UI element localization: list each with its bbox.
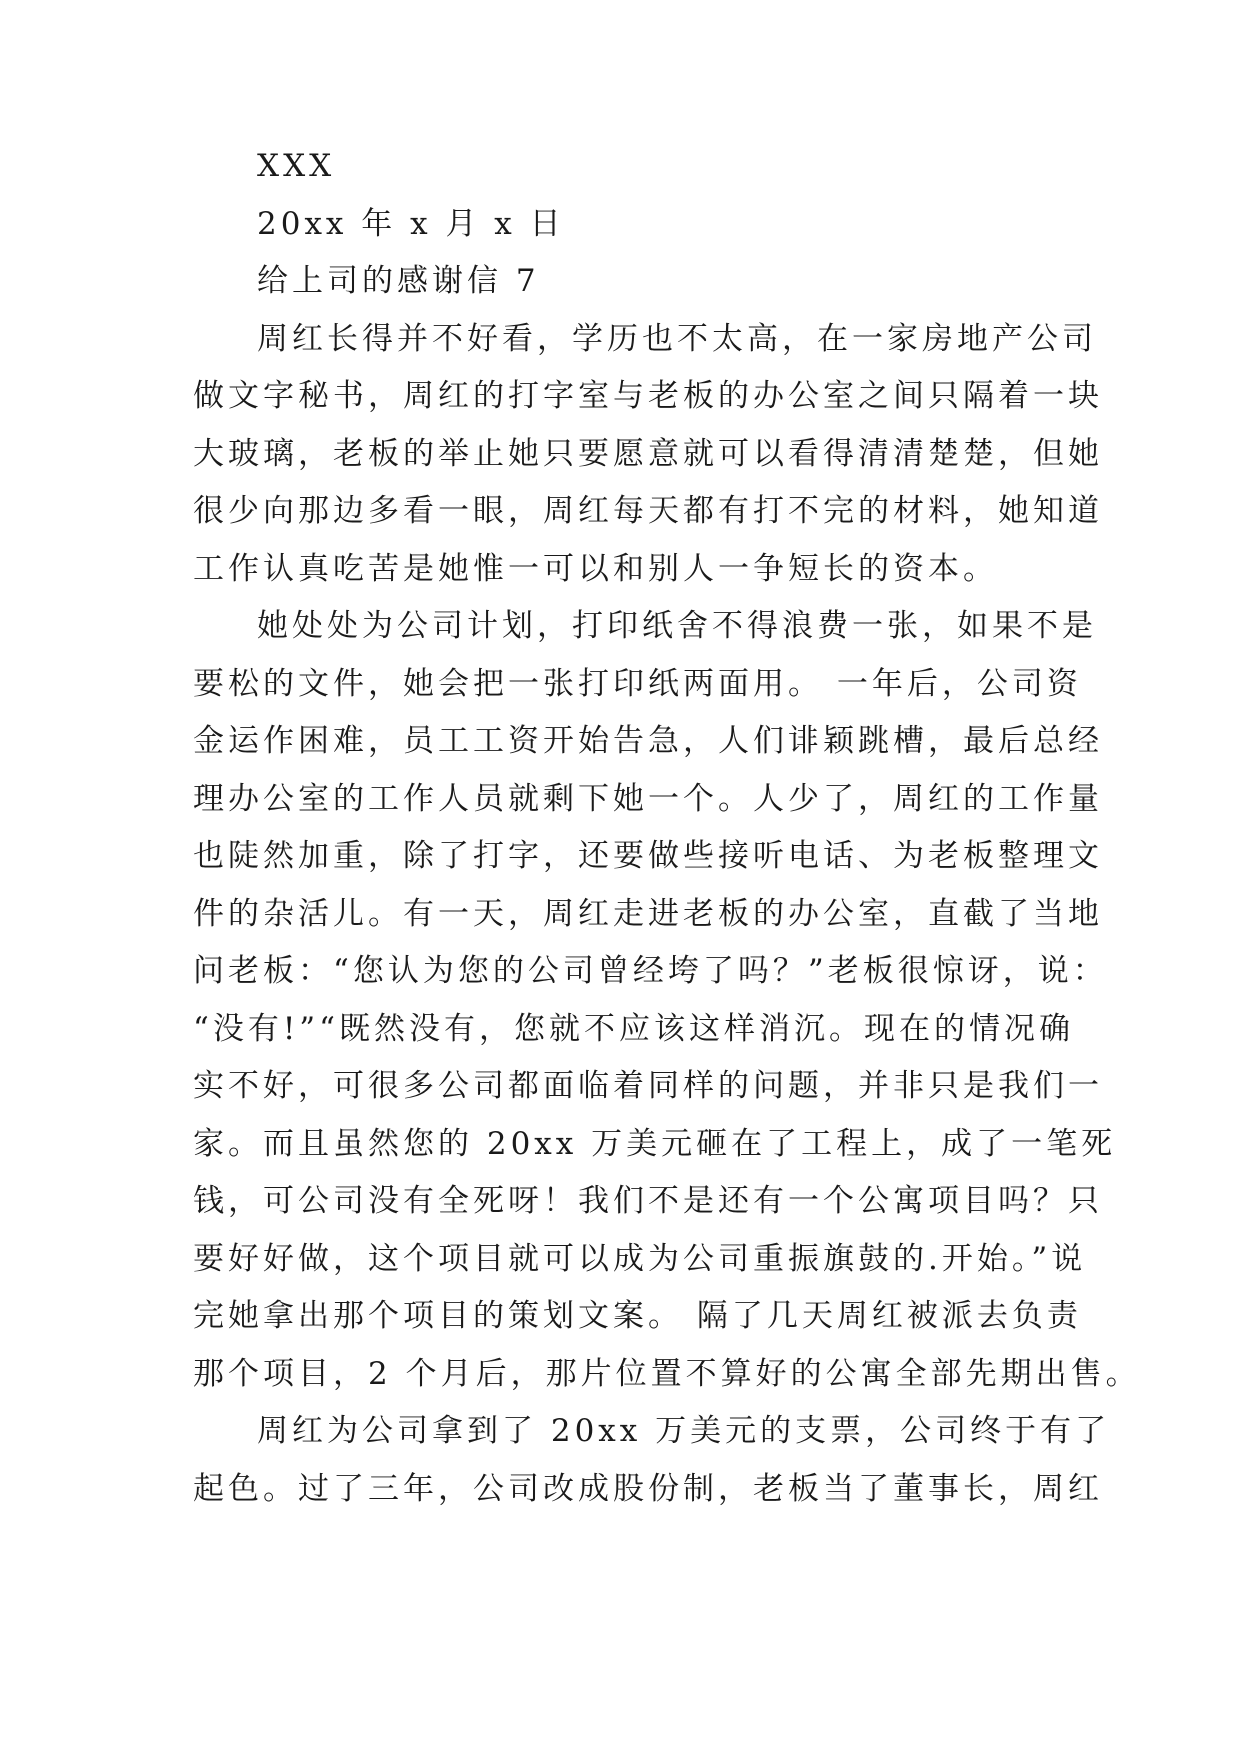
paragraph-2: [193, 598, 1141, 1403]
paragraph-line: 问老板：“您认为您的公司曾经垮了吗？”老板很惊讶，说：: [193, 953, 1108, 989]
paragraph-line: 大玻璃，老板的举止她只要愿意就可以看得清清楚楚，但她: [193, 435, 1103, 472]
paragraph-line: 起色。过了三年，公司改成股份制，老板当了董事长，周红: [193, 1470, 1103, 1507]
paragraph-line: 钱，可公司没有全死呀！我们不是还有一个公寓项目吗？只: [193, 1183, 1103, 1219]
paragraph-line: 完她拿出那个项目的策划文案。 隔了几天周红被派去负责: [193, 1298, 1082, 1334]
paragraph-line: 周红为公司拿到了 20xx 万美元的支票，公司终于有了: [257, 1413, 1111, 1449]
paragraph-line: 那个项目，2 个月后，那片位置不算好的公寓全部先期出售。: [193, 1355, 1141, 1392]
signature-date: 20xx 年 x 月 x 日: [257, 205, 565, 242]
paragraph-line: 实不好，可很多公司都面临着同样的问题，并非只是我们一: [193, 1068, 1103, 1104]
paragraph-line: 件的杂活儿。有一天，周红走进老板的办公室，直截了当地: [193, 895, 1103, 932]
paragraph-line: 她处处为公司计划，打印纸舍不得浪费一张，如果不是: [257, 608, 1097, 644]
paragraph-line: 家。而且虽然您的 20xx 万美元砸在了工程上，成了一笔死: [193, 1125, 1117, 1162]
paragraph-line: 理办公室的工作人员就剩下她一个。人少了，周红的工作量: [193, 780, 1103, 817]
paragraph-line: 做文字秘书，周红的打字室与老板的办公室之间只隔着一块: [193, 378, 1103, 414]
paragraph-line: 很少向那边多看一眼，周红每天都有打不完的材料，她知道: [193, 493, 1103, 529]
letter-title: 给上司的感谢信 7: [257, 263, 540, 299]
paragraph-line: 金运作困难，员工工资开始告急，人们诽颖跳槽，最后总经: [193, 723, 1103, 759]
signature-name: XXX: [257, 148, 336, 184]
paragraph-line: 工作认真吃苦是她惟一可以和别人一争短长的资本。: [193, 550, 998, 587]
paragraph-line: 要好好做，这个项目就可以成为公司重振旗鼓的.开始。”说: [193, 1240, 1087, 1277]
paragraph-3: [193, 1403, 1111, 1518]
paragraph-line: 也陡然加重，除了打字，还要做些接听电话、为老板整理文: [193, 838, 1103, 874]
document-body: [193, 138, 1141, 1518]
paragraph-line: 周红长得并不好看，学历也不太高，在一家房地产公司: [257, 320, 1097, 357]
paragraph-line: 要松的文件，她会把一张打印纸两面用。 一年后，公司资: [193, 665, 1082, 702]
paragraph-line: “没有!”“既然没有，您就不应该这样消沉。现在的情况确: [193, 1010, 1074, 1047]
paragraph-1: [193, 311, 1103, 599]
